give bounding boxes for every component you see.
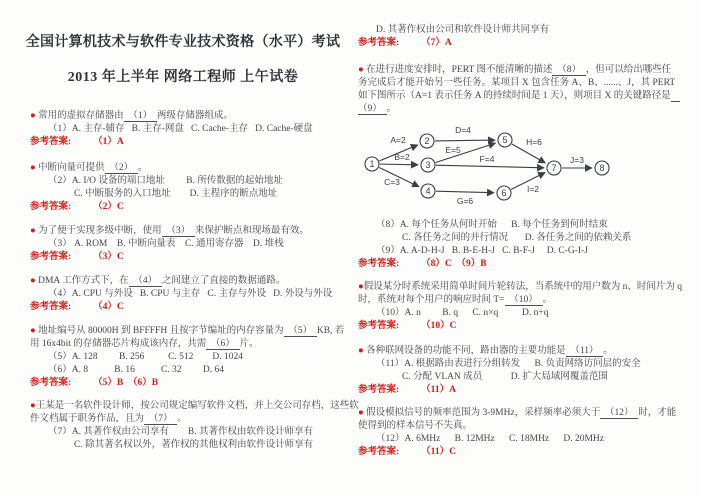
question-block — [30, 162, 354, 214]
option-line — [30, 188, 354, 201]
pert-edge-label: G=6 — [456, 196, 474, 206]
question-block — [30, 225, 354, 264]
option-line — [30, 288, 354, 301]
text-segment: 件文档属于职务作品，且为 — [30, 414, 145, 424]
text-line — [30, 338, 354, 351]
text-segment: 假设某分时系统采用简单时间片轮转法，当系统中的用户数为 n、时间片为 q — [363, 282, 683, 292]
answer-line — [358, 384, 698, 397]
blank-underline: （7） — [144, 414, 178, 424]
left-column — [30, 110, 359, 452]
pert-edge-G=6 — [436, 191, 494, 193]
question-line — [30, 162, 354, 175]
blank-underline: （9） — [358, 104, 387, 114]
option-line — [358, 358, 698, 371]
text-segment: （8）A. 每个任务从何时开始 B. 每个任务到何时结束 — [376, 220, 608, 230]
option-line — [30, 364, 354, 377]
answer-line — [358, 258, 698, 271]
pert-node-number: 3 — [425, 160, 431, 170]
text-segment: 时，才能 — [638, 408, 677, 418]
text-line — [358, 294, 698, 307]
blank-underline: （4） — [128, 276, 162, 286]
pert-node-number: 7 — [551, 163, 557, 173]
red-text: （4）C — [93, 302, 124, 312]
question-block — [30, 110, 354, 149]
option-line — [358, 245, 698, 258]
option-line — [30, 351, 354, 364]
blank-underline: （8） — [552, 65, 586, 75]
answer-line — [30, 201, 354, 214]
text-segment: （5）A. 128 B. 256 C. 512 D. 1024 — [48, 352, 244, 362]
text-segment: （10）A. n B. q C. n×q D. n+q — [376, 308, 549, 318]
blank-underline: （2） — [104, 163, 138, 173]
question-line — [30, 275, 354, 288]
red-text: 参考答案: — [30, 252, 72, 262]
pert-node-number: 5 — [502, 135, 508, 145]
text-line — [358, 90, 698, 103]
option-line — [30, 238, 354, 251]
red-text: 参考答案: — [358, 38, 400, 48]
question-block — [358, 24, 698, 50]
text-segment: 来保护断点和现场最有效。 — [194, 226, 309, 236]
question-block — [358, 219, 698, 271]
pert-diagram-svg — [358, 118, 696, 210]
text-segment: （4）A. CPU 与外设 B. CPU 与主存 C. 主存与外设 D. 外设与外设 — [48, 289, 333, 299]
text-segment: 时，系统对每个用户的响应时间 T= — [358, 295, 505, 305]
pert-edge-label: D=4 — [455, 125, 471, 135]
pert-edge-B=2 — [380, 164, 418, 165]
text-segment: （12）A. 6MHz B. 12MHz C. 18MHz D. 20MHz — [376, 434, 604, 444]
text-segment: 地址编号从 80000H 到 BFFFFH 且按字节编址的内存容量为 — [38, 326, 284, 336]
red-text: （2）C — [93, 202, 124, 212]
text-segment: （9）A. A-D-H-J B. B-E-H-J C. B-F-J D. C-G-I-J — [376, 246, 588, 256]
red-text: （7）A — [421, 38, 452, 48]
text-segment: 在进行进度安排时，PERT 图不能清晰的描述 — [366, 65, 553, 75]
text-segment: （3） A. ROM B. 中断向量表 C. 通用寄存器 D. 堆栈 — [48, 239, 284, 249]
question-block — [30, 400, 359, 452]
red-text: （1）A — [93, 137, 124, 147]
pert-edge-label: A=2 — [390, 135, 406, 145]
bullet-icon: ● — [30, 111, 39, 121]
bullet-icon: ● — [30, 276, 39, 286]
answer-line — [30, 251, 354, 264]
text-segment: （2）A. I/O 设备的端口地址 B. 所传数据的起始地址 — [48, 176, 283, 186]
text-segment: 。 — [137, 163, 148, 173]
bullet-icon: ● — [30, 401, 36, 411]
question-line — [30, 400, 359, 413]
pert-edge-label: H=6 — [526, 137, 542, 147]
option-line — [358, 24, 698, 37]
question-line — [358, 407, 698, 420]
pert-edge-label: F=4 — [479, 154, 495, 164]
answer-line — [30, 377, 354, 390]
text-segment: 各种联网设备的功能不同，路由器的主要功能是 — [366, 346, 566, 356]
question-line — [30, 110, 354, 123]
question-line — [30, 325, 354, 338]
red-text: 参考答案: — [30, 137, 72, 147]
red-text: （8）C （9）B — [421, 259, 487, 269]
question-line — [358, 64, 698, 77]
red-text: （3）C — [93, 252, 124, 262]
pert-edge-F=4 — [436, 165, 544, 168]
option-line — [358, 307, 698, 320]
text-segment: 中断向量可提供 — [38, 163, 105, 173]
right-column — [358, 24, 698, 459]
red-text: （11）C — [421, 447, 457, 457]
exam-title-line1: 全国计算机技术与软件专业技术资格（水平）考试 — [25, 35, 341, 50]
option-line — [30, 175, 354, 188]
exam-title-line2: 2013 年上半年 网络工程师 上午试卷 — [67, 70, 299, 85]
bullet-icon: ● — [30, 226, 39, 236]
option-line — [358, 371, 698, 384]
bullet-icon: ● — [30, 163, 39, 173]
option-line — [30, 426, 354, 439]
answer-line — [30, 136, 354, 149]
question-block — [358, 281, 698, 333]
blank-underline — [671, 91, 681, 102]
red-text: 参考答案: — [358, 259, 400, 269]
option-line — [358, 433, 698, 446]
question-line — [358, 345, 698, 358]
question-block — [30, 275, 354, 314]
red-text: 参考答案: — [358, 321, 400, 331]
red-text: 参考答案: — [30, 302, 72, 312]
text-segment: 。 — [177, 414, 187, 424]
bullet-icon: ● — [358, 282, 364, 292]
question-block — [358, 345, 698, 397]
option-line — [358, 232, 698, 245]
text-segment: DMA 工作方式下，在 — [38, 276, 129, 286]
text-line — [30, 413, 354, 426]
text-segment: 使得到的样本信号不失真。 — [358, 421, 473, 431]
text-segment: 片。 — [239, 339, 259, 349]
answer-line — [30, 301, 354, 314]
pert-diagram — [358, 118, 698, 215]
question-line — [358, 281, 698, 294]
answer-line — [358, 37, 698, 50]
bullet-icon: ● — [30, 326, 39, 336]
text-segment: KB, 若 — [316, 326, 345, 336]
pert-node-number: 4 — [425, 186, 431, 196]
pert-node-number: 1 — [369, 159, 375, 169]
text-line — [358, 420, 698, 433]
option-line — [30, 439, 354, 452]
question-block — [358, 64, 698, 116]
text-segment: C. 分配 VLAN 成员 D. 扩大局域网覆盖范围 — [402, 372, 608, 382]
text-segment: C. 除其著名权以外，著作权的其他权利由软件设计师享有 — [74, 440, 314, 450]
pert-edge-D=4 — [435, 140, 495, 141]
blank-underline: （10） — [504, 295, 543, 305]
blank-underline: （12） — [600, 408, 639, 418]
red-text: 参考答案: — [358, 447, 400, 457]
text-segment: 。 — [542, 295, 553, 305]
pert-node-number: 6 — [501, 188, 507, 198]
red-text: 参考答案: — [30, 378, 72, 388]
blank-underline: （5） — [283, 326, 317, 336]
blank-underline: （1） — [123, 111, 157, 121]
text-line — [358, 103, 698, 116]
exam-title — [16, 31, 350, 86]
pert-edge-label: I=2 — [526, 184, 540, 194]
text-segment: 。 — [386, 104, 397, 114]
question-line — [30, 225, 354, 238]
option-line — [30, 123, 354, 136]
blank-underline: （11） — [565, 346, 604, 356]
text-segment: 两级存储器组成。 — [156, 111, 233, 121]
question-block — [358, 407, 698, 459]
text-segment: （7）A. 其著作权由公司享有 B. 其著作权由软件设计师享有 — [48, 427, 313, 437]
pert-edge-label: C=3 — [384, 177, 400, 187]
text-segment: 王某是一名软件设计师，按公司规定编写软件文档，并上交公司存档，这些软 — [35, 401, 359, 411]
red-text: （10）C — [421, 321, 457, 331]
text-segment: （6）A. 8 B. 16 C. 32 D. 64 — [48, 365, 225, 375]
bullet-icon: ● — [358, 65, 367, 75]
text-segment: 如下图所示（A=1 表示任务 A 的持续时间是 1 天），则项目 X 的关键路径是 — [358, 91, 671, 101]
answer-line — [358, 320, 698, 333]
pert-edge-label: B=2 — [394, 152, 410, 162]
text-segment: （1）A. 主存-辅存 B. 主存-网盘 C. Cache-主存 D. Cache-硬盘 — [48, 124, 313, 134]
pert-edge-label: E=5 — [445, 145, 461, 155]
option-line — [358, 219, 698, 232]
text-line — [358, 77, 698, 90]
question-block — [30, 325, 354, 390]
text-segment: 。 — [603, 346, 613, 356]
text-segment: D. 其著作权由公司和软件设计师共同享有 — [376, 25, 550, 35]
text-segment: ，但可以给出哪些任 — [585, 65, 672, 75]
text-segment: C. 各任务之间的并行情况 D. 各任务之间的依赖关系 — [402, 233, 632, 243]
text-segment: 假设模拟信号的频率范围为 3-9MHz，采样频率必须大于 — [366, 408, 601, 418]
text-segment: 为了便于实现多级中断，使用 — [38, 226, 162, 236]
answer-line — [358, 446, 698, 459]
pert-edge-label: J=3 — [570, 155, 584, 165]
bullet-icon: ● — [358, 408, 367, 418]
red-text: （11）A — [421, 385, 457, 395]
red-text: 参考答案: — [358, 385, 400, 395]
text-segment: （11）A. 根据路由表进行分组转发 B. 负责网络访问层的安全 — [376, 359, 641, 369]
blank-underline: （6） — [206, 339, 240, 349]
pert-node-number: 8 — [599, 163, 605, 173]
pert-node-number: 2 — [424, 136, 430, 146]
text-segment: 用 16x4bit 的存储器芯片构成该内存，共需 — [30, 339, 207, 349]
text-segment: 之间建立了直接的数据通路。 — [161, 276, 286, 286]
text-segment: 常用的虚拟存储器由 — [38, 111, 124, 121]
blank-underline: （3） — [161, 226, 195, 236]
text-segment: C. 中断服务的入口地址 D. 主程序的断点地址 — [74, 189, 278, 199]
red-text: 参考答案: — [30, 202, 72, 212]
red-text: （5）B （6）B — [93, 378, 159, 388]
bullet-icon: ● — [358, 346, 367, 356]
text-segment: 务完成后才能开始另一些任务。某项目 X 包含任务 A、B、......、J，其 PERT — [358, 78, 676, 88]
